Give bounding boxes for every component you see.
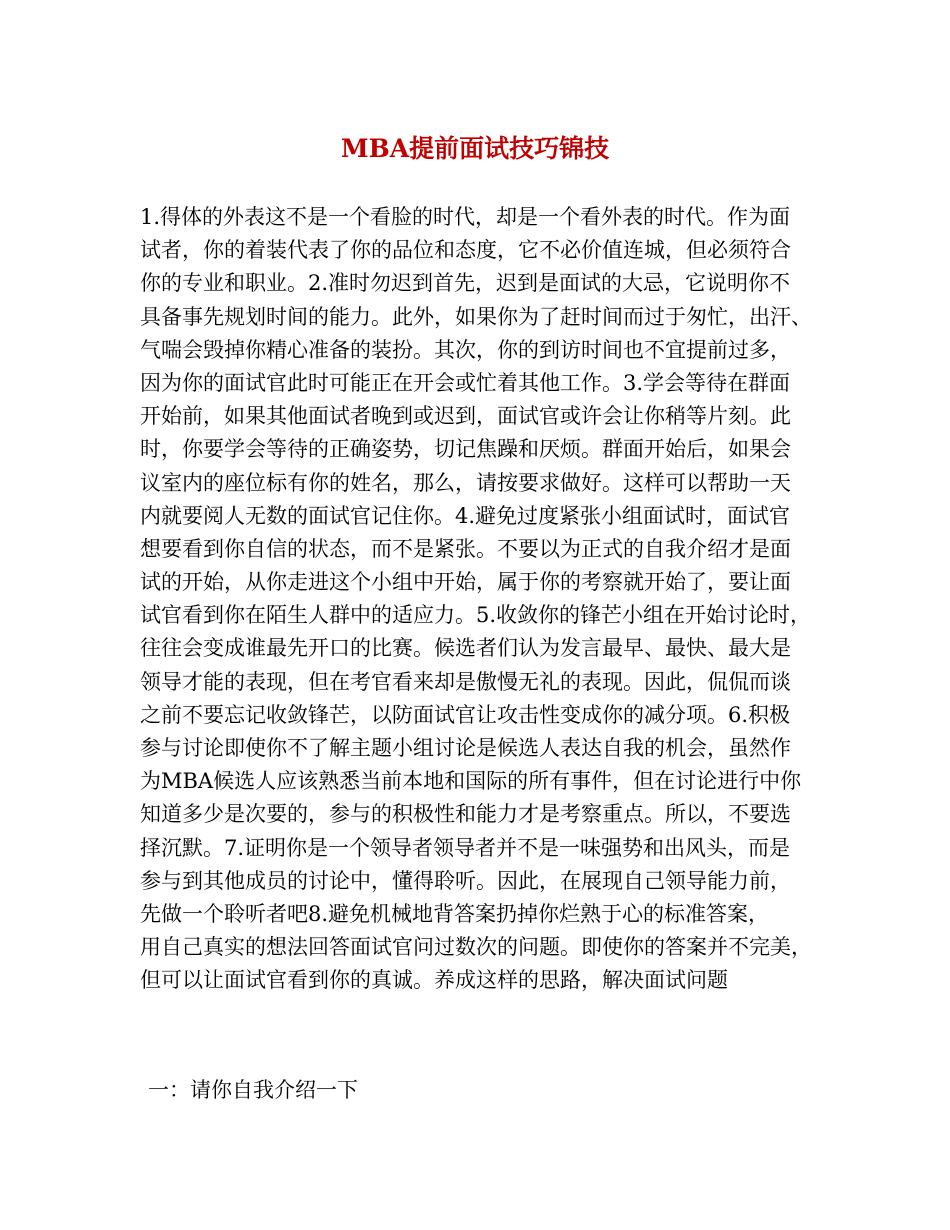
- body-text-line: 先做一个聆听者吧8.避免机械地背答案扔掉你烂熟于心的标准答案，: [140, 901, 770, 926]
- body-text-line: 之前不要忘记收敛锋芒，以防面试官让攻击性变成你的减分项。6.积极: [140, 702, 791, 727]
- body-text-line: 议室内的座位标有你的姓名，那么，请按要求做好。这样可以帮助一天: [140, 470, 791, 495]
- body-text-line: 知道多少是次要的，参与的积极性和能力才是考察重点。所以，不要选: [140, 802, 791, 827]
- body-text-line: 试的开始，从你走进这个小组中开始，属于你的考察就开始了，要让面: [140, 570, 791, 595]
- body-text-line: 试官看到你在陌生人群中的适应力。5.收敛你的锋芒小组在开始讨论时，: [140, 603, 812, 628]
- body-text-line: 想要看到你自信的状态，而不是紧张。不要以为正式的自我介绍才是面: [140, 536, 791, 561]
- body-text-line: 时，你要学会等待的正确姿势，切记焦躁和厌烦。群面开始后，如果会: [140, 437, 791, 462]
- document-body: [140, 201, 840, 998]
- body-text-line: 内就要阅人无数的面试官记住你。4.避免过度紧张小组面试时，面试官: [140, 503, 791, 528]
- body-text-line: 你的专业和职业。2.准时勿迟到首先，迟到是面试的大忌，它说明你不: [140, 271, 791, 296]
- body-text-line: 领导才能的表现，但在考官看来却是傲慢无礼的表现。因此，侃侃而谈: [140, 669, 791, 694]
- body-text-line: 参与讨论即使你不了解主题小组讨论是候选人表达自我的机会，虽然作: [140, 736, 791, 760]
- body-text-line: 试者，你的着装代表了你的品位和态度，它不必价值连城，但必须符合: [140, 238, 791, 263]
- body-text-line: 1.得体的外表这不是一个看脸的时代，却是一个看外表的时代。作为面: [140, 205, 791, 229]
- body-text-line: 用自己真实的想法回答面试官问过数次的问题。即使你的答案并不完美，: [140, 935, 812, 960]
- body-text-line: 择沉默。7.证明你是一个领导者领导者并不是一味强势和出风头，而是: [140, 835, 791, 860]
- body-text-line: 开始前，如果其他面试者晚到或迟到，面试官或许会让你稍等片刻。此: [140, 404, 791, 429]
- section-heading: 一：请你自我介绍一下: [148, 1078, 358, 1102]
- body-text-line: 参与到其他成员的讨论中，懂得聆听。因此，在展现自己领导能力前，: [140, 868, 791, 893]
- body-text-line: 具备事先规划时间的能力。此外，如果你为了赶时间而过于匆忙，出汗、: [140, 304, 812, 329]
- body-text-line: 为MBA候选人应该熟悉当前本地和国际的所有事件，但在讨论进行中你: [140, 769, 802, 794]
- body-text-line: 往往会变成谁最先开口的比赛。候选者们认为发言最早、最快、最大是: [140, 636, 791, 661]
- body-text-line: 但可以让面试官看到你的真诚。养成这样的思路，解决面试问题: [140, 968, 728, 993]
- body-text-line: 气喘会毁掉你精心准备的装扮。其次，你的到访时间也不宜提前过多，: [140, 337, 791, 362]
- body-text-line: 因为你的面试官此时可能正在开会或忙着其他工作。3.学会等待在群面: [140, 370, 791, 395]
- document-title: MBA提前面试技巧锦技: [340, 134, 610, 163]
